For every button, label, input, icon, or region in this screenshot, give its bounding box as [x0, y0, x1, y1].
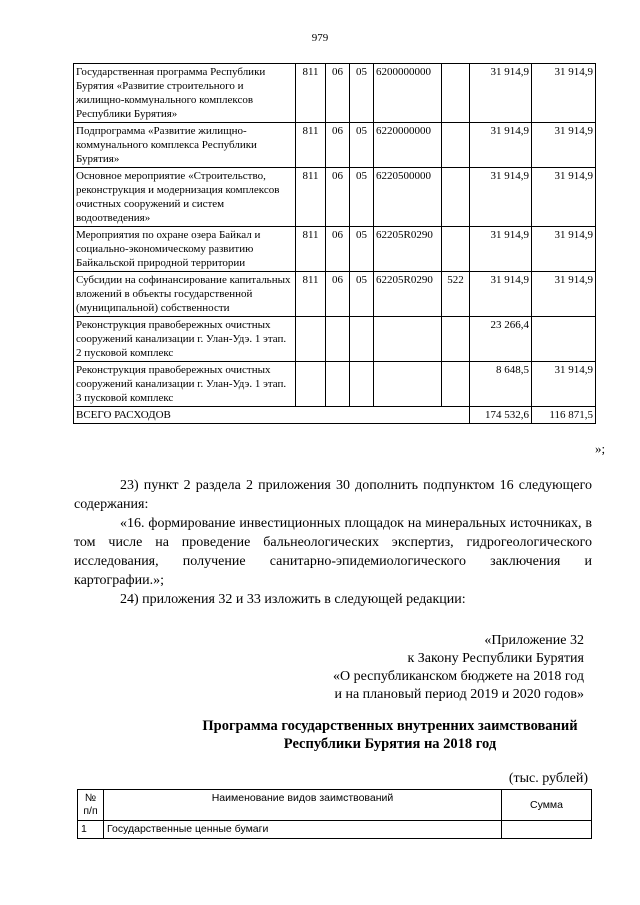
table-row: [74, 168, 596, 227]
amount-2020-cell: [532, 317, 596, 362]
expense-type-cell: [442, 227, 470, 272]
section-cell: 06: [326, 64, 350, 123]
loans-table: [77, 789, 592, 839]
appendix-header-line: «О республиканском бюджете на 2018 год: [333, 669, 584, 684]
amount-2020-cell: 31 914,9: [532, 227, 596, 272]
table-row: [74, 64, 596, 123]
amount-2020-cell: 31 914,9: [532, 168, 596, 227]
row-name-cell: Основное мероприятие «Строительство, реконструкция и модернизация комплексов очистных сооружений и систем водоотведения»: [74, 168, 296, 227]
ministry-cell: 811: [296, 168, 326, 227]
loan-name-cell: Государственные ценные бумаги: [104, 821, 502, 839]
target-article-cell: 6220000000: [374, 123, 442, 168]
section-cell: 06: [326, 227, 350, 272]
loan-num-cell: 1: [78, 821, 104, 839]
amount-2019-cell: 23 266,4: [470, 317, 532, 362]
units-label: (тыс. рублей): [508, 771, 588, 786]
target-article-cell: 62205R0290: [374, 272, 442, 317]
amount-2020-cell: 31 914,9: [532, 123, 596, 168]
loans-table-header: [78, 790, 592, 821]
appendix-header: [333, 632, 584, 704]
target-article-cell: 6220500000: [374, 168, 442, 227]
program-title-line: Программа государственных внутренних заимствований: [202, 718, 578, 734]
amount-2019-cell: 31 914,9: [470, 168, 532, 227]
total-label-cell: ВСЕГО РАСХОДОВ: [74, 407, 470, 424]
section-cell: 06: [326, 168, 350, 227]
col-header-name: Наименование видов заимствований: [104, 790, 502, 821]
ministry-cell: [296, 362, 326, 407]
loans-table-body: [78, 821, 592, 839]
target-article-cell: 62205R0290: [374, 227, 442, 272]
amount-2019-cell: 31 914,9: [470, 227, 532, 272]
row-name-cell: Субсидии на софинансирование капитальных вложений в объекты государственной (муниципальной) собственности: [74, 272, 296, 317]
amount-2020-cell: 31 914,9: [532, 64, 596, 123]
ministry-cell: 811: [296, 272, 326, 317]
target-article-cell: [374, 317, 442, 362]
table-row: [74, 123, 596, 168]
col-header-sum: Сумма: [502, 790, 592, 821]
amount-2019-cell: 31 914,9: [470, 123, 532, 168]
row-name-cell: Государственная программа Республики Бурятия «Развитие строительного и жилищно-коммунального комплексов Республики Бурятия»: [74, 64, 296, 123]
expense-type-cell: [442, 123, 470, 168]
col-header-num: № п/п: [78, 790, 104, 821]
expense-type-cell: [442, 317, 470, 362]
total-2020-cell: 116 871,5: [532, 407, 596, 424]
expense-type-cell: 522: [442, 272, 470, 317]
subsection-cell: 05: [350, 272, 374, 317]
amount-2020-cell: 31 914,9: [532, 272, 596, 317]
row-name-cell: Мероприятия по охране озера Байкал и социально-экономическому развитию Байкальской природной территории: [74, 227, 296, 272]
amendment-item-23: 23) пункт 2 раздела 2 приложения 30 дополнить подпунктом 16 следующего содержания:: [74, 478, 592, 512]
row-name-cell: Реконструкция правобережных очистных сооружений канализации г. Улан-Удэ. 1 этап. 2 пусковой комплекс: [74, 317, 296, 362]
target-article-cell: 6200000000: [374, 64, 442, 123]
ministry-cell: [296, 317, 326, 362]
amendment-item-24: 24) приложения 32 и 33 изложить в следующей редакции:: [120, 592, 466, 607]
table-row: [74, 362, 596, 407]
total-2019-cell: 174 532,6: [470, 407, 532, 424]
expense-type-cell: [442, 362, 470, 407]
table-row: [74, 317, 596, 362]
amount-2019-cell: 31 914,9: [470, 64, 532, 123]
table-row: [74, 227, 596, 272]
subsection-cell: 05: [350, 168, 374, 227]
row-name-cell: Подпрограмма «Развитие жилищно-коммунального комплекса Республики Бурятия»: [74, 123, 296, 168]
amount-2019-cell: 31 914,9: [470, 272, 532, 317]
appendix-header-line: к Закону Республики Бурятия: [407, 651, 584, 666]
budget-table-body: [74, 64, 596, 424]
ministry-cell: 811: [296, 123, 326, 168]
ministry-cell: 811: [296, 227, 326, 272]
table-row: [74, 272, 596, 317]
section-cell: 06: [326, 123, 350, 168]
subsection-cell: 05: [350, 64, 374, 123]
row-name-cell: Реконструкция правобережных очистных сооружений канализации г. Улан-Удэ. 1 этап. 3 пусковой комплекс: [74, 362, 296, 407]
table-row: [78, 821, 592, 839]
loan-sum-cell: [502, 821, 592, 839]
target-article-cell: [374, 362, 442, 407]
amendment-item-23-quote: «16. формирование инвестиционных площадок на минеральных источниках, в том числе на проведение бальнеологических экспертиз, гидрогеологического исследования, получение санитарно-эпидемиологического заключения и картографии.»;: [74, 516, 592, 588]
program-title: [130, 717, 640, 753]
subsection-cell: 05: [350, 123, 374, 168]
appendix-header-line: и на плановый период 2019 и 2020 годов»: [334, 687, 584, 702]
budget-table: [73, 63, 596, 424]
section-cell: [326, 317, 350, 362]
appendix-header-line: «Приложение 32: [484, 633, 584, 648]
expense-type-cell: [442, 64, 470, 123]
table-end-mark: »;: [595, 441, 606, 456]
subsection-cell: 05: [350, 227, 374, 272]
page-number: 979: [311, 32, 329, 44]
expense-type-cell: [442, 168, 470, 227]
total-row: [74, 407, 596, 424]
program-title-line: Республики Бурятия на 2018 год: [283, 736, 497, 752]
subsection-cell: [350, 317, 374, 362]
ministry-cell: 811: [296, 64, 326, 123]
amount-2019-cell: 8 648,5: [470, 362, 532, 407]
subsection-cell: [350, 362, 374, 407]
section-cell: [326, 362, 350, 407]
section-cell: 06: [326, 272, 350, 317]
amount-2020-cell: 31 914,9: [532, 362, 596, 407]
